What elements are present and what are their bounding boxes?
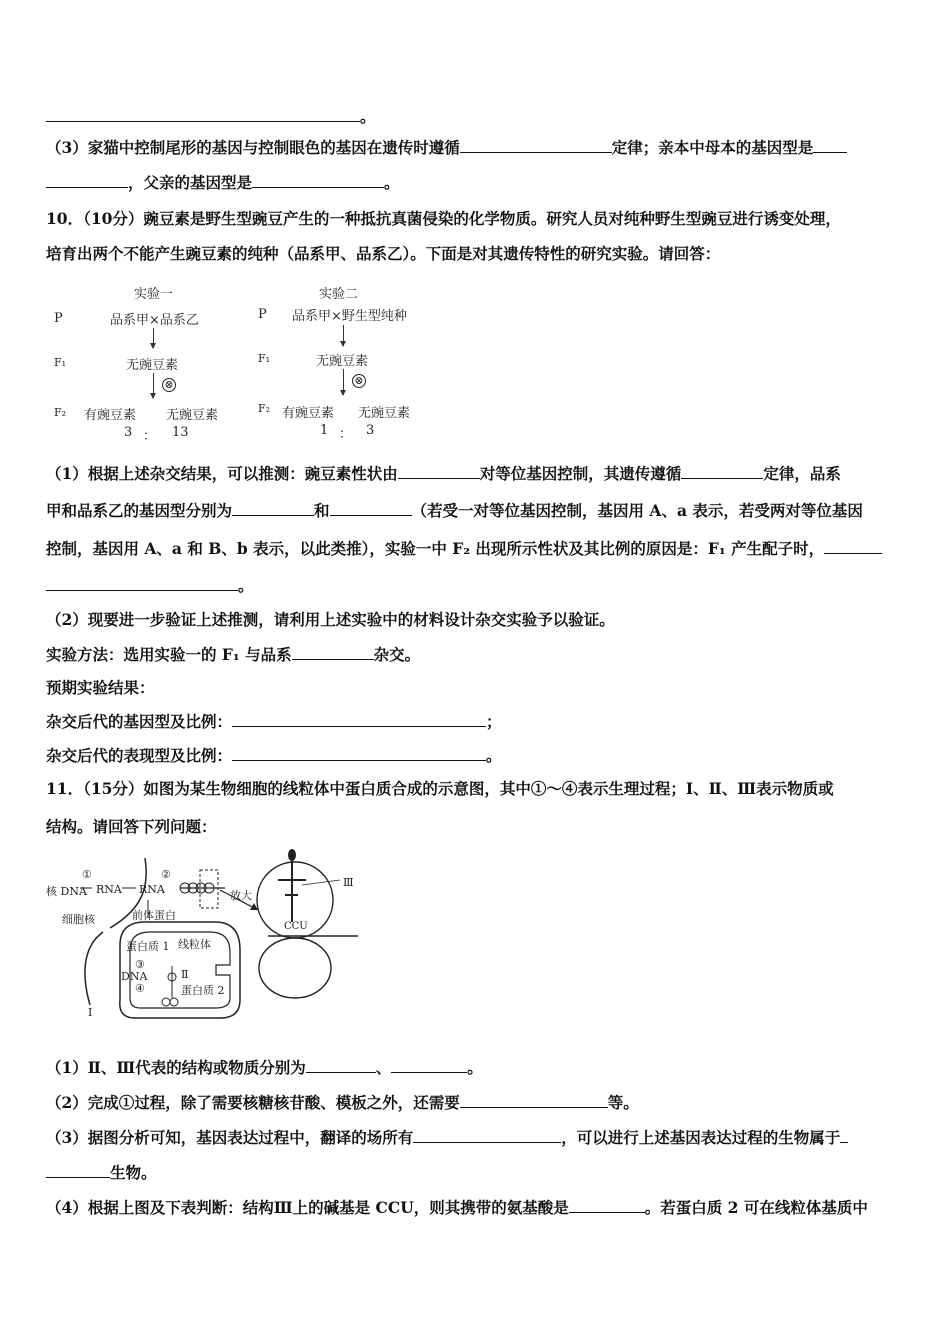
amino-acid bbox=[288, 849, 296, 861]
label-process-4: ④ bbox=[135, 982, 145, 995]
exp1-ratio-b: 13 bbox=[172, 425, 189, 440]
q10-intro-line1: 10．（10分）豌豆素是野生型豌豆产生的一种抵抗真菌侵染的化学物质。研究人员对纯种野生型豌豆进行诱变处理， bbox=[46, 209, 841, 228]
label-nucleus: 细胞核 bbox=[62, 913, 95, 926]
answer-blank[interactable] bbox=[252, 172, 384, 188]
ribosome bbox=[204, 883, 214, 893]
answer-blank[interactable] bbox=[292, 644, 374, 660]
exp2-arrow-f1-f2 bbox=[343, 369, 344, 395]
exp2-ratio-a: 1 bbox=[320, 423, 329, 438]
label-process-1: ① bbox=[82, 868, 92, 881]
answer-blank[interactable] bbox=[232, 500, 314, 516]
selfing-symbol: ⊗ bbox=[352, 374, 366, 388]
answer-blank[interactable] bbox=[46, 1162, 110, 1178]
q11-part3-line2: 生物。 bbox=[46, 1162, 157, 1183]
exp1-arrow-f1-f2 bbox=[153, 373, 154, 398]
answer-blank[interactable] bbox=[824, 538, 882, 554]
answer-blank[interactable] bbox=[232, 745, 486, 761]
q9-line-end: 。 bbox=[46, 106, 376, 127]
answer-blank[interactable] bbox=[232, 711, 486, 727]
exp2-parents: 品系甲×野生型纯种 bbox=[292, 309, 407, 324]
ribosome bbox=[196, 883, 206, 893]
selfing-symbol: ⊗ bbox=[162, 378, 176, 392]
f1-label: F₁ bbox=[258, 352, 271, 365]
label-protein-2: 蛋白质 2 bbox=[181, 984, 225, 997]
q10-expect: 预期实验结果： bbox=[46, 678, 155, 697]
label-enlarge: 放大 bbox=[230, 889, 252, 902]
mitochondrion-outer-membrane bbox=[120, 922, 240, 1018]
f2-label: F₂ bbox=[54, 406, 67, 419]
q11-intro-line2: 结构。请回答下列问题： bbox=[46, 817, 217, 836]
nuclear-membrane bbox=[110, 858, 146, 928]
enlarged-ribosome-small-subunit bbox=[259, 938, 331, 998]
q10-part1-line3: 控制，基因用 A、a 和 B、b 表示，以此类推），实验一中 F₂ 出现所示性状及其比例的原因是：F₁ 产生配子时， bbox=[46, 538, 882, 559]
exp2-f1-phenotype: 无豌豆素 bbox=[316, 354, 369, 369]
cell-diagram-svg bbox=[40, 840, 370, 1030]
q11-intro-line1: 11．（15分）如图为某生物细胞的线粒体中蛋白质合成的示意图，其中①～④表示生理过程；Ⅰ、Ⅱ、Ⅲ表示物质或 bbox=[46, 779, 834, 798]
answer-blank[interactable] bbox=[460, 1092, 608, 1108]
label-rna-2: RNA bbox=[139, 883, 165, 896]
ribosome bbox=[170, 998, 178, 1006]
label-precursor-protein: 前体蛋白 bbox=[132, 909, 176, 922]
exp2-f2-with: 有豌豆素 bbox=[282, 406, 335, 421]
answer-blank[interactable] bbox=[306, 1057, 376, 1073]
label-mitochondrion: 线粒体 bbox=[178, 938, 211, 951]
p-generation-label: P bbox=[54, 311, 63, 326]
q11-part1: （1）Ⅱ、Ⅲ代表的结构或物质分别为 、 。 bbox=[46, 1058, 483, 1077]
label-iii: Ⅲ bbox=[343, 876, 354, 889]
label-ii: Ⅱ bbox=[181, 968, 189, 981]
ribosome bbox=[188, 883, 198, 893]
p-generation-label: P bbox=[258, 307, 267, 322]
exp2-title: 实验二 bbox=[319, 287, 359, 302]
exp2-arrow-p-f1 bbox=[343, 325, 344, 346]
answer-blank[interactable] bbox=[813, 137, 847, 153]
label-i: Ⅰ bbox=[88, 1006, 93, 1019]
answer-blank[interactable] bbox=[840, 1127, 848, 1143]
label-line-iii bbox=[302, 880, 340, 885]
exp2-f2-without: 无豌豆素 bbox=[358, 406, 411, 421]
f1-label: F₁ bbox=[54, 356, 67, 369]
q10-part2: （2）现要进一步验证上述推测，请利用上述实验中的材料设计杂交实验予以验证。 bbox=[46, 610, 615, 629]
answer-blank[interactable] bbox=[46, 172, 128, 188]
label-process-3: ③ bbox=[135, 958, 145, 971]
q10-method: 实验方法：选用实验一的 F₁ 与品系 杂交。 bbox=[46, 645, 421, 664]
exp1-parents: 品系甲×品系乙 bbox=[110, 313, 199, 328]
answer-blank[interactable] bbox=[398, 463, 480, 479]
label-mito-dna: DNA bbox=[121, 970, 148, 983]
exp2-ratio-b: 3 bbox=[366, 423, 375, 438]
q11-part2: （2）完成①过程，除了需要核糖核苷酸、模板之外，还需要 等。 bbox=[46, 1093, 639, 1112]
q11-part4: （4）根据上图及下表判断：结构Ⅲ上的碱基是 CCU，则其携带的氨基酸是 。若蛋白质 2 可在线粒体基质中 bbox=[46, 1198, 868, 1217]
label-nuclear-dna: 核 DNA bbox=[46, 885, 87, 898]
ratio-colon: ： bbox=[143, 429, 157, 444]
ribosome bbox=[162, 998, 170, 1006]
q11-part3-line1: （3）据图分析可知，基因表达过程中，翻译的场所有 ，可以进行上述基因表达过程的生物属于 bbox=[46, 1127, 848, 1148]
ratio-colon: ： bbox=[339, 427, 353, 442]
label-protein-1: 蛋白质 1 bbox=[126, 940, 170, 953]
q10-intro-line2: 培育出两个不能产生豌豆素的纯种（品系甲、品系乙）。下面是对其遗传特性的研究实验。请回答： bbox=[46, 244, 721, 263]
ribosome bbox=[180, 883, 190, 893]
trna-structure bbox=[278, 860, 306, 922]
mitochondrion-inner-membrane bbox=[130, 932, 230, 1008]
exp1-title: 实验一 bbox=[134, 287, 174, 302]
answer-blank[interactable] bbox=[46, 575, 238, 591]
f2-label: F₂ bbox=[258, 402, 271, 415]
exp1-ratio-a: 3 bbox=[124, 425, 133, 440]
answer-blank[interactable] bbox=[46, 106, 360, 122]
enlarged-ribosome-large-subunit bbox=[257, 862, 333, 938]
enlarge-box bbox=[200, 870, 218, 908]
q9-part3-line1: （3）家猫中控制尾形的基因与控制眼色的基因在遗传时遵循 定律；亲本中母本的基因型是 bbox=[46, 137, 847, 158]
exp1-f1-phenotype: 无豌豆素 bbox=[126, 358, 179, 373]
q10-phenotype: 杂交后代的表现型及比例： 。 bbox=[46, 746, 502, 765]
q9-part3-line2: ，父亲的基因型是 。 bbox=[46, 172, 400, 193]
q10-part1-line4: 。 bbox=[46, 575, 254, 596]
nuclear-membrane bbox=[85, 932, 103, 1005]
enlarge-arrowhead bbox=[250, 903, 258, 910]
label-ccu: CCU bbox=[284, 921, 308, 932]
exp1-f2-with: 有豌豆素 bbox=[84, 408, 137, 423]
q10-part1-line1: （1）根据上述杂交结果，可以推测：豌豆素性状由 对等位基因控制，其遗传遵循 定律，品系 bbox=[46, 464, 841, 483]
answer-blank[interactable] bbox=[569, 1197, 645, 1213]
exp1-arrow-p-f1 bbox=[153, 328, 154, 348]
answer-blank[interactable] bbox=[391, 1057, 467, 1073]
label-process-2: ② bbox=[161, 868, 171, 881]
answer-blank[interactable] bbox=[460, 137, 612, 153]
label-rna-1: RNA bbox=[96, 883, 122, 896]
answer-blank[interactable] bbox=[681, 463, 763, 479]
exp1-f2-without: 无豌豆素 bbox=[166, 408, 219, 423]
enlarge-arrow bbox=[220, 890, 258, 910]
answer-blank[interactable] bbox=[330, 500, 412, 516]
q10-part1-line2: 甲和品系乙的基因型分别为 和 （若受一对等位基因控制，基因用 A、a 表示，若受两对等位基因 bbox=[46, 501, 863, 520]
answer-blank[interactable] bbox=[413, 1127, 561, 1143]
ribosome-circle bbox=[168, 973, 176, 981]
q10-genotype: 杂交后代的基因型及比例： ； bbox=[46, 712, 502, 731]
